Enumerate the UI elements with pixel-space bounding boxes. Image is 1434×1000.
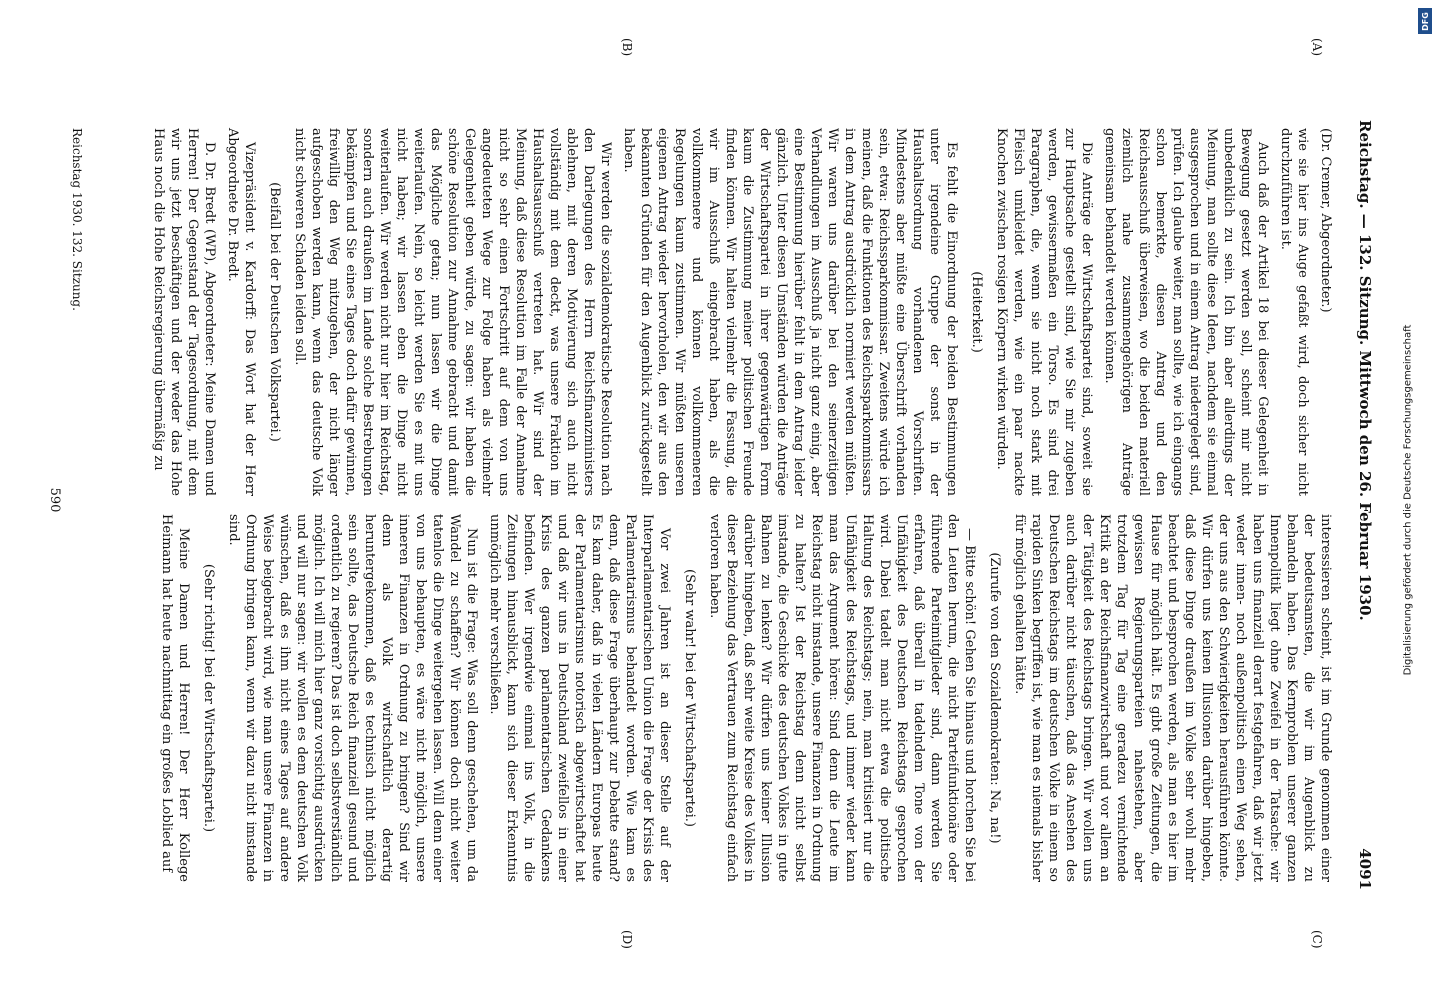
left-column (144, 128, 1334, 496)
paragraph: Die Anträge der Wirtschaftspartei sind, soweit sie zur Hauptsache gestellt sind, wie Sie mir zugeben werden, gewissermaßen ein Torso. Es sind drei Paragraphen, die, wenn sie nicht noch stark mit Fleisch umkleidet werden, wie ein paar nackte Knochen zwischen rosigen Körpern wirken würden. (994, 128, 1094, 496)
digitization-credit (1393, 20, 1423, 980)
paragraph: Auch daß der Artikel 18 bei dieser Gelegenheit in Bewegung gesetzt werden soll, scheint mir nicht unbedenklich zu sein. Ich bin aber allerdings der Meinung, man sollte diese Ideen, nachdem sie einmal ausgesprochen und in einem Antrag niedergelegt sind, prüfen. Ich glaube weiter, man sollte, wie ich eingangs schon bemerkte, diesen Antrag und den Reichsausschuß überweisen, wo die beiden materiell ziemlich nahe zusammengehörigen Anträge gemeinsam behandelt werden können. (1102, 128, 1270, 496)
stage-direction: (Sehr wahr! bei der Wirtschaftspartei.) (682, 569, 697, 827)
margin-marker-a: (A) (1310, 38, 1324, 57)
paragraph: Wir werden die sozialdemokratische Resolution nach den Darlegungen des Herrn Reichsfinanzministers ablehnen, mit deren Motivierung sich auch nicht vollständig mit dem deckt, was unsere Fraktion im Haushaltsausschuß vertreten hat. Wir sind der Meinung, daß diese Resolution im Falle der Annahme nicht so sehr einen Fortschritt auf dem von uns angedeuteten Wege zur Folge haben als vielmehr Gelegenheit geben würde, zu sagen: wir haben die schöne Resolution zur Annahme gebracht und damit das Mögliche getan; nun lassen wir die Dinge weiterlaufen. Nein, so leicht werden Sie es mit uns nicht haben; wir lassen eben die Dinge nicht weiterlaufen. Wir werden nicht nur hier im Reichstag, sondern auch draußen im Lande solche Bestrebungen bekämpfen und Sie eines Tages doch dafür gewinnen, freiwillig den Weg mitzugehen, der nicht länger aufgeschoben werden kann, wenn das deutsche Volk nicht schweren Schaden leiden soll. (292, 128, 613, 496)
paragraph: Vizepräsident v. Kardorff: Das Wort hat der Herr Abgeordnete Dr. Bredt. (225, 128, 257, 496)
stage-direction: (Sehr richtig! bei der Wirtschaftspartei.) (201, 563, 216, 833)
paragraph: Nun ist die Frage: Was soll denn geschehen, um da Wandel zu schaffen? Wir können doch nicht weiter tatenlos die Dinge weitergehen lassen. Will denn einer von uns behaupten, es wäre nicht möglich, unsere inneren Finanzen in Ordnung zu bringen? Sind wir denn als Volk wirtschaftlich derartig heruntergekommen, daß es technisch nicht möglich sein sollte, das Deutsche Reich finanziell gesund und ordentlich zu regieren? Das ist doch selbstverständlich möglich. Ich will mich hier ganz vorsichtig ausdrücken und will nur sagen: wir wollen es dem deutschen Volk wünschen, daß es ihm nicht eines Tages auf andere Weise beigebracht wird, wie man unsere Finanzen in Ordnung bringen kann, wenn wir dazu nicht imstande sind. (226, 514, 479, 882)
header-page-number: 4091 (1356, 848, 1374, 890)
credit-text: Digitalisierung gefördert durch die Deutsche Forschungsgemeinschaft (1402, 324, 1414, 676)
paragraph: wie sie hier ins Auge gefaßt wird, doch sicher nicht durchzuführen ist. (1278, 128, 1310, 496)
page-number: 590 (47, 487, 62, 513)
margin-marker-b: (B) (620, 38, 634, 57)
paragraph: Meine Damen und Herren! Der Herr Kollege Heimann hat heute nachmittag ein großes Loblied auf (159, 514, 191, 882)
margin-marker-d: (D) (620, 930, 634, 949)
logo-text: DFG (1420, 11, 1430, 31)
dfg-logo (1418, 8, 1432, 34)
right-column (152, 514, 1334, 882)
stage-direction: (Beifall bei der Deutschen Volkspartei.) (267, 182, 282, 442)
paragraph: D. Dr. Bredt (WP), Abgeordneter: Meine Damen und Herren! Der Gegenstand der Tagesordnung, mit dem wir uns jetzt beschäftigen und der weder das Hohe Haus noch die Hohe Reichsregierung übermäßig zu (151, 128, 217, 496)
stage-direction: (Heiterkeit.) (969, 271, 984, 353)
header-title: Reichstag. — 132. Sitzung. Mittwoch den 26. Februar 1930. (1356, 120, 1374, 621)
paragraph: Vor zwei Jahren ist an dieser Stelle auf der Interparlamentarischen Union die Frage der Krisis des Parlamentarismus behandelt worden. Wie kam es denn, daß diese Frage überhaupt zur Debatte stand? Es kam daher, daß in vielen Ländern Europas heute der Parlamentarismus notorisch abgewirtschaftet hat und daß wir uns in Deutschland zweifellos in einer Krisis des ganzen parlamentarischen Gedankens befinden. Wer irgendwie einmal ins Volk, in die Zeitungen hinausblickt, kann sich dieser Erkenntnis unmöglich mehr verschließen. (487, 514, 672, 882)
page-header (1344, 100, 1374, 900)
paragraph: interessieren scheint, ist im Grunde genommen einer der bedeutsamsten, die wir im Augenblick zu behandeln haben. Das Kernproblem unserer ganzen Innenpolitik liegt ohne Zweifel in der Tatsache: wir haben uns finanziell derart festgefahren, daß wir jetzt weder innen- noch außenpolitisch einen Weg sehen, der uns aus den Schwierigkeiten herausführen könnte. Wir dürfen uns keinen Illusionen darüber hingeben, daß diese Dinge draußen im Volke sehr wohl mehr beachtet und besprochen werden, als man es hier im Hause für möglich hält. Es gibt große Zeitungen, die gewissen Regierungsparteien nahestehen, aber trotzdem Tag für Tag eine geradezu vernichtende Kritik an der Reichsfinanzwirtschaft und vor allem an der Tätigkeit des Reichstags bringen. Wir wollen uns auch darüber nicht täuschen, daß das Ansehen des Deutschen Reichstags im deutschen Volke in einem so rapiden Sinken begriffen ist, wie man es niemals bisher für möglich gehalten hätte. (1012, 514, 1333, 882)
paragraph: — Bitte schön! Gehen Sie hinaus und horchen Sie bei den Leuten herum, die nicht Parteifunktionäre oder führende Parteimitglieder sind, dann werden Sie erfahren, daß überall in tadelndem Tone von der Unfähigkeit des Deutschen Reichstags gesprochen wird. Dabei tadelt man nicht etwa die politische Haltung des Reichstags; nein, man kritisiert nur die Unfähigkeit des Reichstags, und immer wieder kann man das Argument hören: Sind denn die Leute im Reichstag nicht imstande, unsere Finanzen in Ordnung zu halten? Ist der Reichstag denn nicht selbst imstande, die Geschicke des deutschen Volkes in gute Bahnen zu lenken? Wir dürfen uns keiner Illusion darüber hingeben, daß sehr weite Kreise des Volkes in dieser Beziehung das Vertrauen zum Reichstag einfach verloren haben. (707, 514, 977, 882)
margin-marker-c: (C) (1310, 930, 1324, 949)
page-footer: Reichstag 1930. 132. Sitzung. (70, 128, 84, 311)
paragraph: Es fehlt die Einordnung der beiden Bestimmungen unter irgendeine Gruppe der sonst in der Haushaltsordnung vorhandenen Vorschriften. Mindestens aber müßte eine Überschrift vorhanden sein, etwa: Reichssparkommissar. Zweitens würde ich meinen, daß die Funktionen des Reichssparkommissars in dem Antrag ausdrücklich normiert werden müßten. Wir waren uns darüber bei den seinerzeitigen Verhandlungen im Ausschuß ja nicht ganz einig, aber eine Bestimmung hierüber fehlt in dem Antrag leider gänzlich. Unter diesen Umständen würden die Anträge der Wirtschaftspartei in ihrer gegenwärtigen Form kaum die Zustimmung meiner politischen Freunde finden können. Wir halten vielmehr die Fassung, die wir im Ausschuß eingebracht haben, als die vollkommenere und können vollkommeneren Regelungen kaum zustimmen. Wir müßten unseren eigenen Antrag wieder hervorholen, den wir aus den bekannten Gründen für den Augenblick zurückgestellt haben. (621, 128, 959, 496)
stage-direction: (Zurufe von den Sozialdemokraten: Na, na!) (987, 552, 1002, 844)
speaker-intro: (Dr. Cremer, Abgeordneter.) (1318, 128, 1333, 313)
